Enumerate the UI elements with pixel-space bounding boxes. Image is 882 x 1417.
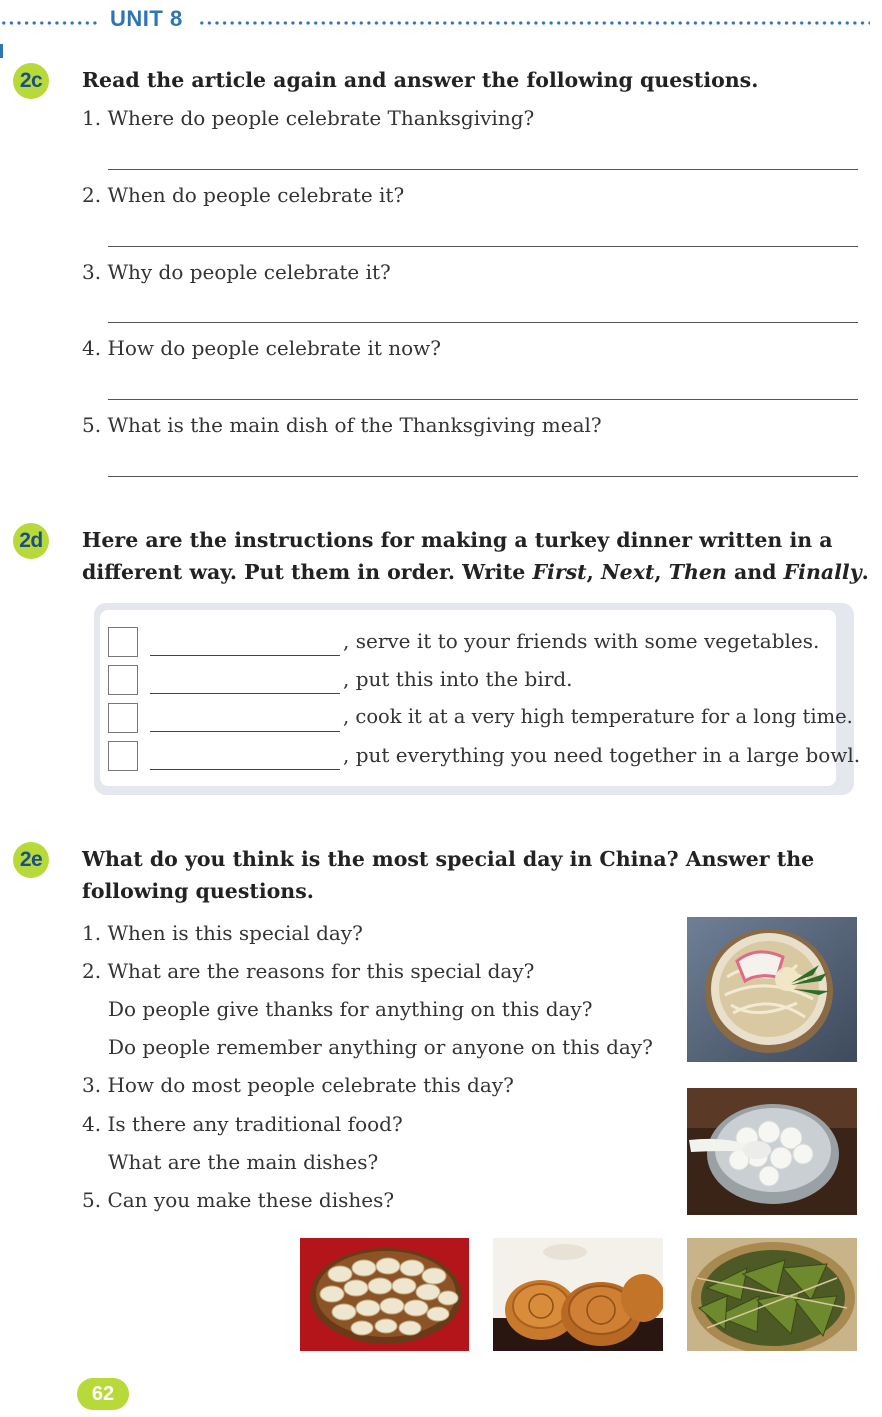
step-text-4: , put everything you need together in a large bowl. <box>343 743 861 767</box>
word-next: Next <box>600 560 655 584</box>
question-2e-5: 5. Can you make these dishes? <box>82 1188 395 1212</box>
word-then: Then <box>668 560 727 584</box>
section-2e-heading <box>82 843 814 907</box>
section-2c-badge: 2c <box>13 63 49 99</box>
question-2e-3: 3. How do most people celebrate this day? <box>82 1073 514 1097</box>
step-text-1: , serve it to your friends with some vegetables. <box>343 629 820 653</box>
order-box-4[interactable] <box>108 741 138 771</box>
page-edge-mark <box>0 44 3 58</box>
section-2c-heading: Read the article again and answer the following questions. <box>82 68 759 92</box>
question-2e-2a: Do people give thanks for anything on this day? <box>108 997 593 1021</box>
question-2c-3: 3. Why do people celebrate it? <box>82 260 391 284</box>
dumplings-photo <box>300 1238 469 1351</box>
order-blank-1[interactable] <box>150 655 340 656</box>
order-blank-2[interactable] <box>150 693 340 694</box>
section-2e-badge: 2e <box>13 842 49 878</box>
answer-line-2c-4[interactable] <box>108 399 858 400</box>
question-2e-4: 4. Is there any traditional food? <box>82 1112 403 1136</box>
order-box-3[interactable] <box>108 703 138 733</box>
question-2e-1: 1. When is this special day? <box>82 921 363 945</box>
question-2e-4a: What are the main dishes? <box>108 1150 379 1174</box>
step-text-3: , cook it at a very high temperature for a long time. <box>343 705 853 728</box>
word-finally: Finally <box>783 560 862 584</box>
zongzi-photo <box>687 1238 857 1351</box>
section-2d-heading-line2: different way. Put them in order. Write First, Next, Then and Finally. <box>82 560 869 584</box>
section-2e-heading-line1: What do you think is the most special day in China? Answer the <box>82 847 815 871</box>
answer-line-2c-1[interactable] <box>108 169 858 170</box>
order-box-2[interactable] <box>108 665 138 695</box>
question-2c-1: 1. Where do people celebrate Thanksgiving? <box>82 106 535 130</box>
question-2e-2b: Do people remember anything or anyone on this day? <box>108 1035 653 1059</box>
noodles-photo <box>687 917 857 1062</box>
page-number: 62 <box>77 1378 129 1410</box>
order-box-1[interactable] <box>108 627 138 657</box>
answer-line-2c-5[interactable] <box>108 476 858 477</box>
header-dots-left <box>0 20 98 26</box>
mooncakes-photo <box>493 1238 663 1351</box>
unit-title: UNIT 8 <box>110 6 183 31</box>
question-2e-2: 2. What are the reasons for this special day? <box>82 959 535 983</box>
tangyuan-photo <box>687 1088 857 1215</box>
order-blank-4[interactable] <box>150 769 340 770</box>
word-first: First <box>532 560 587 584</box>
section-2d-heading <box>82 524 869 588</box>
step-text-2: , put this into the bird. <box>343 667 573 691</box>
answer-line-2c-3[interactable] <box>108 322 858 323</box>
answer-line-2c-2[interactable] <box>108 246 858 247</box>
question-2c-5: 5. What is the main dish of the Thanksgiving meal? <box>82 413 602 437</box>
section-2d-heading-line1: Here are the instructions for making a turkey dinner written in a <box>82 528 833 552</box>
header-dots-right <box>198 20 870 26</box>
order-blank-3[interactable] <box>150 731 340 732</box>
section-2d-badge: 2d <box>13 523 49 559</box>
section-2e-heading-line2: following questions. <box>82 879 314 903</box>
question-2c-4: 4. How do people celebrate it now? <box>82 336 442 360</box>
question-2c-2: 2. When do people celebrate it? <box>82 183 405 207</box>
